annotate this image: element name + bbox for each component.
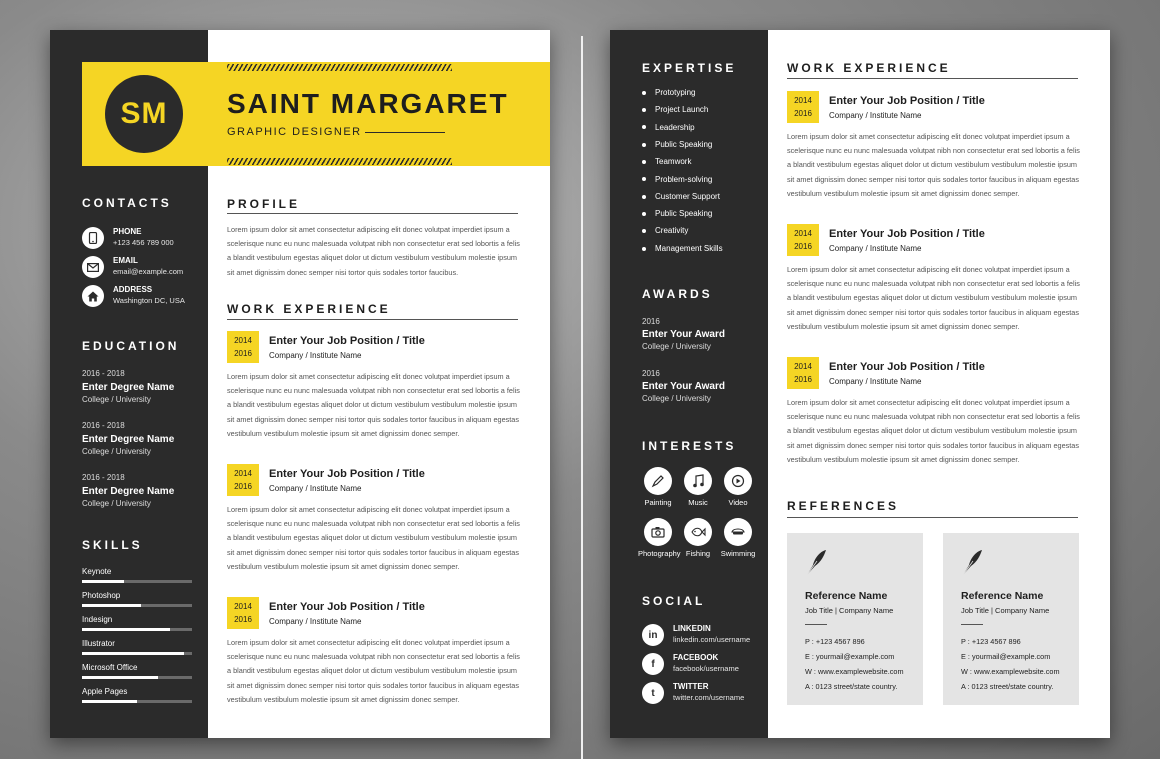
- home-icon: [82, 285, 104, 307]
- job-year-start: 2014: [794, 362, 812, 371]
- skill-bar-track: [82, 700, 192, 703]
- education-item: [82, 421, 174, 456]
- skill-bar-track: [82, 580, 192, 583]
- section-rule: [227, 319, 518, 320]
- degree-name: Enter Degree Name: [82, 382, 175, 393]
- expertise-item: Management Skills: [642, 244, 723, 253]
- skill-name: Illustrator: [82, 639, 115, 648]
- social-glyph: in: [648, 629, 658, 641]
- reference-addr: A : 0123 street/state country.: [805, 682, 898, 691]
- school-name: College / University: [82, 395, 151, 404]
- page-divider: [581, 36, 583, 759]
- skill-name: Photoshop: [82, 591, 121, 600]
- job-years-badge: [787, 224, 819, 256]
- skill-item: [82, 567, 192, 583]
- interest-painting: [638, 467, 678, 507]
- expertise-item: Project Launch: [642, 105, 708, 114]
- reference-email: E : yourmail@example.com: [961, 652, 1051, 661]
- job-description: Lorem ipsum dolor sit amet consectetur adipiscing elit donec volutpat imperdiet ipsum a scelerisque nunc eu nunc malesuada volutpat nibh non consectetur erat sed lobortis a felis a blandit vestibulum egestas aliquet dolor ut dictum vestibulum vestibulum molestie ipsum sit amet dignissim donec semper nisi tortor quis sodales tortor faucibus in aliquam egestas vestibulum vestibulum molestie ipsum sit amet dignissim donec semper.: [227, 505, 520, 571]
- skill-bar-fill: [82, 580, 124, 583]
- linkedin-icon: [642, 624, 664, 646]
- skill-bar-fill: [82, 652, 184, 655]
- reference-email: E : yourmail@example.com: [805, 652, 895, 661]
- interest-label: Swimming: [720, 549, 756, 558]
- skill-bar-fill: [82, 604, 141, 607]
- phone-icon: [82, 227, 104, 249]
- job-years-badge: [787, 357, 819, 389]
- contact-label: PHONE: [113, 227, 142, 236]
- person-role: GRAPHIC DESIGNER: [227, 126, 362, 138]
- work-heading: WORK EXPERIENCE: [787, 61, 951, 75]
- skill-name: Keynote: [82, 567, 112, 576]
- expertise-item: Creativity: [642, 226, 688, 235]
- job-year-start: 2014: [234, 336, 252, 345]
- contact-label: ADDRESS: [113, 285, 153, 294]
- job-description: Lorem ipsum dolor sit amet consectetur adipiscing elit donec volutpat imperdiet ipsum a scelerisque nunc eu nunc malesuada volutpat nibh non consectetur erat sed lobortis a felis a blandit vestibulum egestas aliquet dolor ut dictum vestibulum vestibulum molestie ipsum sit amet dignissim donec semper nisi tortor quis sodales tortor faucibus in aliquam egestas vestibulum vestibulum molestie ipsum sit amet dignissim donec semper.: [787, 398, 1080, 464]
- skill-bar-fill: [82, 676, 158, 679]
- job-company: Company / Institute Name: [269, 617, 362, 626]
- job-company: Company / Institute Name: [829, 111, 922, 120]
- job-title: Enter Your Job Position / Title: [829, 228, 985, 240]
- skill-item: [82, 591, 192, 607]
- job-description: Lorem ipsum dolor sit amet consectetur adipiscing elit donec volutpat imperdiet ipsum a scelerisque nunc eu nunc malesuada volutpat nibh non consectetur erat sed lobortis a felis a blandit vestibulum egestas aliquet dolor ut dictum vestibulum vestibulum molestie ipsum sit amet dignissim donec semper nisi tortor quis sodales tortor faucibus in aliquam egestas vestibulum vestibulum molestie ipsum sit amet dignissim donec semper.: [227, 638, 520, 704]
- expertise-item: Public Speaking: [642, 209, 712, 218]
- monogram-badge: SM: [105, 75, 183, 153]
- expertise-item: Leadership: [642, 123, 695, 132]
- skill-item: [82, 663, 192, 679]
- award-school: College / University: [642, 394, 711, 403]
- skill-bar-track: [82, 604, 192, 607]
- contacts-heading: CONTACTS: [82, 196, 172, 210]
- social-label: LINKEDIN: [673, 624, 711, 633]
- job-title: Enter Your Job Position / Title: [269, 468, 425, 480]
- job-year-end: 2016: [234, 615, 252, 624]
- hatch-decoration: [227, 64, 452, 71]
- expertise-heading: EXPERTISE: [642, 61, 737, 75]
- education-years: 2016 - 2018: [82, 421, 125, 430]
- award-name: Enter Your Award: [642, 329, 725, 340]
- job-company: Company / Institute Name: [269, 351, 362, 360]
- interest-label: Video: [728, 498, 748, 507]
- social-handle: linkedin.com/username: [673, 635, 751, 644]
- job-title: Enter Your Job Position / Title: [829, 95, 985, 107]
- job-year-start: 2014: [794, 229, 812, 238]
- camera-icon: [644, 518, 672, 546]
- social-label: TWITTER: [673, 682, 709, 691]
- section-rule: [787, 517, 1078, 518]
- expertise-item: Problem-solving: [642, 175, 712, 184]
- skill-item: [82, 639, 192, 655]
- interests-heading: INTERESTS: [642, 439, 737, 453]
- skill-bar-track: [82, 628, 192, 631]
- award-school: College / University: [642, 342, 711, 351]
- skill-item: [82, 615, 192, 631]
- social-label: FACEBOOK: [673, 653, 719, 662]
- reference-card: [787, 533, 923, 705]
- job-years-badge: [227, 464, 259, 496]
- job-years-badge: [227, 331, 259, 363]
- education-years: 2016 - 2018: [82, 473, 125, 482]
- interest-label: Photography: [638, 549, 681, 558]
- section-rule: [787, 78, 1078, 79]
- award-item: [642, 369, 725, 403]
- interest-label: Music: [688, 498, 708, 507]
- fish-icon: [684, 518, 712, 546]
- social-handle: twitter.com/username: [673, 693, 745, 702]
- skill-name: Indesign: [82, 615, 113, 624]
- role-divider: [365, 132, 445, 133]
- reference-job: Job Title | Company Name: [805, 606, 894, 615]
- interest-photography: [638, 518, 681, 558]
- contact-value: Washington DC, USA: [113, 296, 185, 305]
- reference-card: [943, 533, 1079, 705]
- mail-icon: [82, 256, 104, 278]
- job-year-end: 2016: [234, 349, 252, 358]
- education-item: [82, 473, 174, 508]
- job-years-badge: [787, 91, 819, 123]
- reference-web: W : www.examplewebsite.com: [961, 667, 1060, 676]
- contact-value: +123 456 789 000: [113, 238, 174, 247]
- social-glyph: t: [651, 687, 655, 699]
- reference-web: W : www.examplewebsite.com: [805, 667, 904, 676]
- job-company: Company / Institute Name: [829, 244, 922, 253]
- job-year-end: 2016: [794, 375, 812, 384]
- contact-value: email@example.com: [113, 267, 184, 276]
- video-icon: [724, 467, 752, 495]
- quill-icon: [961, 549, 983, 582]
- reference-phone: P : +123 4567 896: [805, 637, 865, 646]
- person-name: SAINT MARGARET: [227, 88, 509, 119]
- degree-name: Enter Degree Name: [82, 486, 175, 497]
- job-year-start: 2014: [234, 469, 252, 478]
- education-years: 2016 - 2018: [82, 369, 125, 378]
- music-icon: [684, 467, 712, 495]
- job-description: Lorem ipsum dolor sit amet consectetur adipiscing elit donec volutpat imperdiet ipsum a scelerisque nunc eu nunc malesuada volutpat nibh non consectetur erat sed lobortis a felis a blandit vestibulum egestas aliquet dolor ut dictum vestibulum vestibulum molestie ipsum sit amet dignissim donec semper nisi tortor quis sodales tortor faucibus in aliquam egestas vestibulum vestibulum molestie ipsum sit amet dignissim donec semper.: [787, 265, 1080, 331]
- job-title: Enter Your Job Position / Title: [269, 601, 425, 613]
- job-year-end: 2016: [794, 242, 812, 251]
- resume-page-1: [50, 30, 550, 738]
- skill-item: [82, 687, 192, 703]
- interest-video: [718, 467, 758, 507]
- award-item: [642, 317, 725, 351]
- quill-icon: [805, 549, 827, 582]
- section-rule: [227, 213, 518, 214]
- award-year: 2016: [642, 369, 660, 378]
- swimming-icon: [724, 518, 752, 546]
- skill-bar-fill: [82, 628, 170, 631]
- expertise-item: Prototyping: [642, 88, 695, 97]
- profile-heading: PROFILE: [227, 197, 301, 211]
- school-name: College / University: [82, 499, 151, 508]
- skill-bar-track: [82, 652, 192, 655]
- contact-label: EMAIL: [113, 256, 138, 265]
- expertise-item: Public Speaking: [642, 140, 712, 149]
- job-title: Enter Your Job Position / Title: [269, 335, 425, 347]
- interest-label: Painting: [644, 498, 672, 507]
- expertise-item: Teamwork: [642, 157, 691, 166]
- work-heading: WORK EXPERIENCE: [227, 302, 391, 316]
- social-handle: facebook/username: [673, 664, 739, 673]
- interest-swimming: [718, 518, 758, 558]
- references-heading: REFERENCES: [787, 499, 900, 513]
- job-year-start: 2014: [794, 96, 812, 105]
- skill-name: Microsoft Office: [82, 663, 138, 672]
- award-name: Enter Your Award: [642, 381, 725, 392]
- job-year-end: 2016: [794, 109, 812, 118]
- job-year-end: 2016: [234, 482, 252, 491]
- interest-music: [678, 467, 718, 507]
- degree-name: Enter Degree Name: [82, 434, 175, 445]
- education-heading: EDUCATION: [82, 339, 180, 353]
- resume-page-2: [610, 30, 1110, 738]
- paint-icon: [644, 467, 672, 495]
- interest-fishing: [678, 518, 718, 558]
- expertise-item: Customer Support: [642, 192, 720, 201]
- job-year-start: 2014: [234, 602, 252, 611]
- twitter-icon: [642, 682, 664, 704]
- reference-phone: P : +123 4567 896: [961, 637, 1021, 646]
- job-title: Enter Your Job Position / Title: [829, 361, 985, 373]
- job-company: Company / Institute Name: [269, 484, 362, 493]
- interest-label: Fishing: [685, 549, 711, 558]
- reference-name: Reference Name: [961, 590, 1044, 602]
- hatch-decoration: [227, 158, 452, 165]
- skill-bar-track: [82, 676, 192, 679]
- job-description: Lorem ipsum dolor sit amet consectetur adipiscing elit donec volutpat imperdiet ipsum a scelerisque nunc eu nunc malesuada volutpat nibh non consectetur erat sed lobortis a felis a blandit vestibulum egestas aliquet dolor ut dictum vestibulum vestibulum molestie ipsum sit amet dignissim donec semper nisi tortor quis sodales tortor faucibus in aliquam egestas vestibulum vestibulum molestie ipsum sit amet dignissim donec semper.: [227, 372, 520, 438]
- awards-heading: AWARDS: [642, 287, 713, 301]
- reference-name: Reference Name: [805, 590, 888, 602]
- social-glyph: f: [651, 658, 655, 670]
- skill-name: Apple Pages: [82, 687, 128, 696]
- reference-job: Job Title | Company Name: [961, 606, 1050, 615]
- profile-text: Lorem ipsum dolor sit amet consectetur adipiscing elit donec volutpat imperdiet ipsum a scelerisque nunc eu nunc malesuada volutpat nibh non consectetur erat sed lobortis a felis a blandit vestibulum egestas aliquet dolor ut dictum vestibulum vestibulum molestie ipsum sit amet dignissim donec semper nisi tortor quis sodales tortor faucibus.: [227, 225, 520, 277]
- school-name: College / University: [82, 447, 151, 456]
- job-company: Company / Institute Name: [829, 377, 922, 386]
- job-years-badge: [227, 597, 259, 629]
- award-year: 2016: [642, 317, 660, 326]
- education-item: [82, 369, 174, 404]
- reference-rule: [961, 624, 983, 625]
- left-sidebar: [610, 30, 768, 738]
- reference-rule: [805, 624, 827, 625]
- skills-heading: SKILLS: [82, 538, 143, 552]
- reference-addr: A : 0123 street/state country.: [961, 682, 1054, 691]
- social-heading: SOCIAL: [642, 594, 706, 608]
- facebook-icon: [642, 653, 664, 675]
- skill-bar-fill: [82, 700, 137, 703]
- job-description: Lorem ipsum dolor sit amet consectetur adipiscing elit donec volutpat imperdiet ipsum a scelerisque nunc eu nunc malesuada volutpat nibh non consectetur erat sed lobortis a felis a blandit vestibulum egestas aliquet dolor ut dictum vestibulum vestibulum molestie ipsum sit amet dignissim donec semper nisi tortor quis sodales tortor faucibus in aliquam egestas vestibulum vestibulum molestie ipsum sit amet dignissim donec semper.: [787, 132, 1080, 198]
